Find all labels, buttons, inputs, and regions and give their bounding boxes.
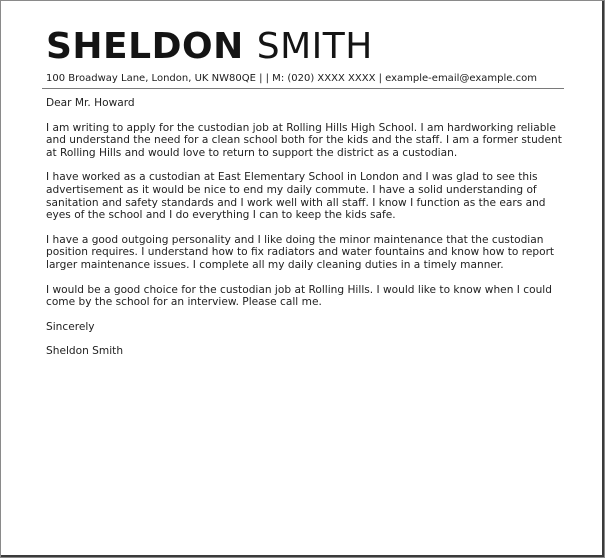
applicant-name <box>46 25 564 69</box>
first-name: SHELDON <box>46 26 244 67</box>
paragraph-conclusion: I would be a good choice for the custodian job at Rolling Hills. I would like to know when I could come by the school for an interview. Please call me. <box>46 283 552 309</box>
spacer <box>46 222 564 234</box>
spacer <box>46 272 564 284</box>
header-divider <box>42 88 564 89</box>
letter-body <box>46 97 564 358</box>
paragraph-personality: I have a good outgoing personality and I like doing the minor maintenance that the custodian position requires. I understand how to fix radiators and water fountains and know how to report larger maintenance issues. I complete all my daily cleaning duties in a timely manner. <box>46 233 555 271</box>
spacer <box>46 159 564 171</box>
paragraph-intro: I am writing to apply for the custodian job at Rolling Hills High School. I am hardworking reliable and understand the need for a clean school both for the kids and the staff. I am a former student at Rolling Hills and would love to return to support the district as a custodian. <box>46 121 562 159</box>
spacer <box>46 110 564 122</box>
closing: Sincerely <box>46 320 95 333</box>
paragraph-experience: I have worked as a custodian at East Elementary School in London and I was glad to see this advertisement as it would be nice to end my daily commute. I have a solid understanding of sanitation and safety standards and I work well with all staff. I know I function as the ears and eyes of the school and I do everything I can to keep the kids safe. <box>46 171 546 222</box>
last-name: SMITH <box>256 26 373 67</box>
salutation: Dear Mr. Howard <box>46 97 135 109</box>
signature: Sheldon Smith <box>46 345 124 358</box>
contact-line: 100 Broadway Lane, London, UK NW80QE | | M: (020) XXXX XXXX | example-email@example.com <box>46 73 537 84</box>
